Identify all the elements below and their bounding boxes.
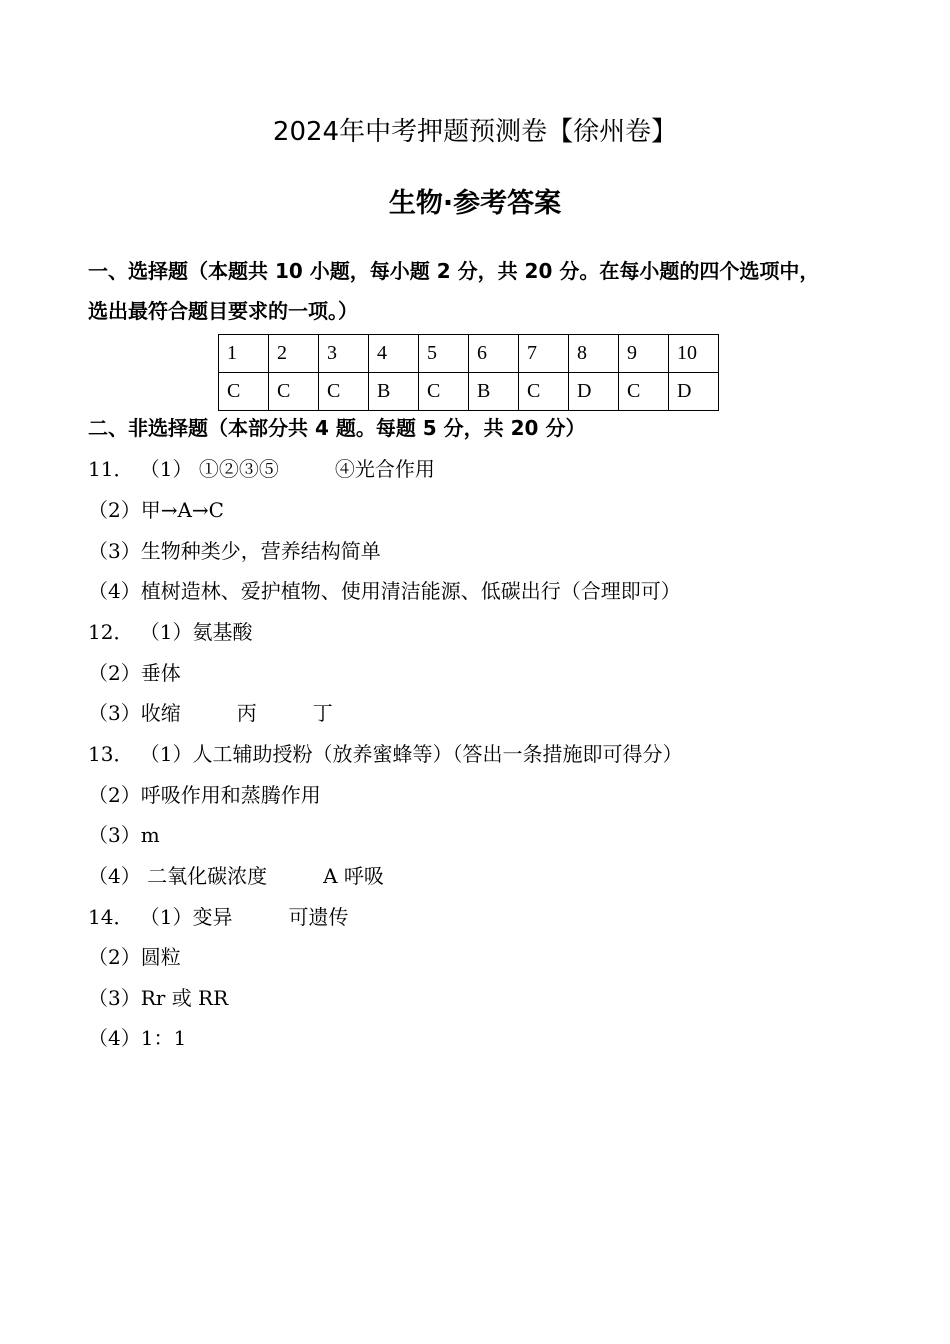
q12-part3-answer-b: 丙 — [236, 701, 257, 725]
section1-heading-line1: 一、选择题（本题共 10 小题，每小题 2 分，共 20 分。在每小题的四个选项中， — [88, 259, 820, 283]
q14-line1 — [88, 903, 349, 931]
q11-line1 — [88, 455, 435, 483]
answer-cell: C — [619, 373, 669, 411]
q13-line3: （3）m — [88, 823, 160, 847]
question-number-cell: 9 — [619, 335, 669, 373]
q11-line3: （3）生物种类少，营养结构简单 — [88, 539, 381, 563]
section1-heading-line2: 选出最符合题目要求的一项。） — [88, 299, 358, 323]
answer-cell: B — [469, 373, 519, 411]
question-number-cell: 7 — [519, 335, 569, 373]
answer-table-number-row — [219, 335, 719, 373]
q11-part1-answer: 11． （1） ①②③⑤ — [88, 457, 279, 481]
section2-heading: 二、非选择题（本部分共 4 题。每题 5 分，共 20 分） — [88, 416, 586, 440]
answer-cell: C — [519, 373, 569, 411]
q12-line1: 12． （1）氨基酸 — [88, 620, 253, 644]
q14-part1-answer-a: 14． （1）变异 — [88, 905, 233, 929]
question-number-cell: 10 — [669, 335, 719, 373]
q13-line4 — [88, 862, 384, 890]
q11-line4: （4）植树造林、爱护植物、使用清洁能源、低碳出行（合理即可） — [88, 579, 681, 603]
answer-cell: B — [369, 373, 419, 411]
question-number-cell: 3 — [319, 335, 369, 373]
question-number-cell: 5 — [419, 335, 469, 373]
answer-cell: D — [569, 373, 619, 411]
q13-part4-answer-b: A 呼吸 — [323, 864, 384, 888]
q11-part1-answer-b: ④光合作用 — [334, 457, 435, 481]
answer-table-answer-row — [219, 373, 719, 411]
q13-line1: 13． （1）人工辅助授粉（放养蜜蜂等）（答出一条措施即可得分） — [88, 742, 683, 766]
q14-line4: （4）1：1 — [88, 1026, 187, 1050]
question-number-cell: 6 — [469, 335, 519, 373]
q14-part1-answer-b: 可遗传 — [288, 905, 349, 929]
question-number-cell: 2 — [269, 335, 319, 373]
answer-cell: C — [419, 373, 469, 411]
question-number-cell: 4 — [369, 335, 419, 373]
q14-line3: （3）Rr 或 RR — [88, 986, 229, 1010]
answer-table — [218, 334, 719, 411]
q13-part4-answer-a: （4） 二氧化碳浓度 — [88, 864, 268, 888]
question-number-cell: 8 — [569, 335, 619, 373]
q12-part3-answer-a: （3）收缩 — [88, 701, 181, 725]
q12-line3 — [88, 699, 333, 727]
answer-cell: C — [219, 373, 269, 411]
q11-line2: （2）甲→A→C — [88, 498, 224, 522]
q13-line2: （2）呼吸作用和蒸腾作用 — [88, 783, 321, 807]
question-number-cell: 1 — [219, 335, 269, 373]
page-title: 2024年中考押题预测卷【徐州卷】 — [272, 117, 678, 147]
answer-cell: C — [319, 373, 369, 411]
q12-part3-answer-c: 丁 — [312, 701, 333, 725]
answer-cell: D — [669, 373, 719, 411]
page-subtitle: 生物·参考答案 — [388, 188, 562, 219]
q12-line2: （2）垂体 — [88, 661, 181, 685]
q14-line2: （2）圆粒 — [88, 945, 181, 969]
answer-cell: C — [269, 373, 319, 411]
